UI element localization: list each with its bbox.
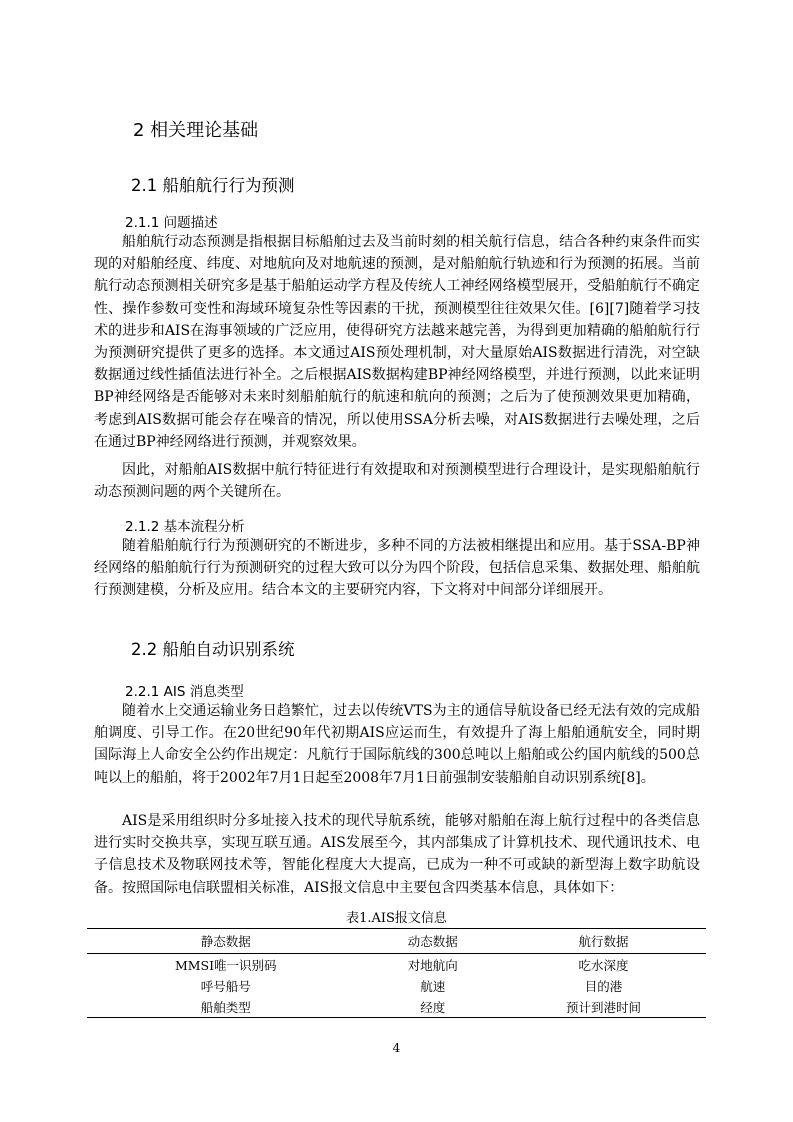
column-header-dynamic: 动态数据 [365,929,502,954]
table-cell: 对地航向 [407,957,458,973]
table-cell: 预计到港时间 [501,996,706,1018]
table-cell: 目的港 [584,978,623,994]
table-row [87,954,706,976]
chapter-heading: 2 相关理论基础 [133,120,259,141]
table-cell: 航速 [420,978,446,994]
paragraph-problem-description: 船舶航行动态预测是指根据目标船舶过去及当前时刻的相关航行信息，结合各种约束条件而实现的对船舶经度、纬度、对地航向及对地航速的预测，是对船舶航行轨迹和行为预测的拓展。当前航行动态预测相关研究多是基于船舶运动学方程及传统人工神经网络模型展开，受船舶航行不确定性、操作参数可变性和海域环境复杂性等因素的干扰，预测模型往往效果欠佳。[6][7]随着学习技术的进步和AIS在海事领域的广泛应用，使得研究方法越来越完善，为得到更加精确的船舶航行行为预测研究提供了更多的选择。本文通过AIS预处理机制，对大量原始AIS数据进行清洗，对空缺数据通过线性插值法进行补全。之后根据AIS数据构建BP神经网络模型，并进行预测，以此来证明BP神经网络是否能够对未来时刻船舶航行的航速和航向的预测；之后为了使预测效果更加精确，考虑到AIS数据可能会存在噪音的情况，所以使用SSA分析去噪，对AIS数据进行去噪处理，之后在通过BP神经网络进行预测，并观察效果。 [94,234,700,450]
page-number: 4 [392,1041,401,1055]
table-cell: MMSI唯一识别码 [174,957,277,973]
table-cell: 经度 [365,996,502,1018]
table-caption: 表1.AIS报文信息 [346,911,447,926]
section-heading-2-2: 2.2 船舶自动识别系统 [131,640,295,659]
table-cell: 呼号船号 [200,978,251,994]
section-heading-2-1: 2.1 船舶航行行为预测 [131,176,295,195]
paragraph-ais-system: AIS是采用组织时分多址接入技术的现代导航系统，能够对船舶在海上航行过程中的各类信息进行实时交换共享，实现互联互通。AIS发展至今，其内部集成了计算机技术、现代通讯技术、电子信息技术及物联网技术等，智能化程度大大提高，已成为一种不可或缺的新型海上数字助航设备。按照国际电信联盟相关标准，AIS报文信息中主要包含四类基本信息，具体如下： [94,813,700,896]
subsection-heading-2-1-2: 2.1.2 基本流程分析 [125,519,245,535]
table-header-row [87,929,706,954]
table-cell: 船舶类型 [87,996,365,1018]
ais-message-table [87,928,706,1018]
subsection-heading-2-2-1: 2.2.1 AIS 消息类型 [125,684,244,700]
subsection-heading-2-1-1: 2.1.1 问题描述 [125,215,218,231]
paragraph-basic-flow: 随着船舶航行行为预测研究的不断进步，多种不同的方法被相继提出和应用。基于SSA-BP神经网络的船舶航行行为预测研究的过程大致可以分为四个阶段，包括信息采集、数据处理、船舶航行预测建模，分析及应用。结合本文的主要研究内容，下文将对中间部分详细展开。 [94,538,700,599]
table-row [87,996,706,1018]
paragraph-ais-history: 随着水上交通运输业务日趋繁忙，过去以传统VTS为主的通信导航设备已经无法有效的完成船舶调度、引导工作。在20世纪90年代初期AIS应运而生，有效提升了海上船舶通航安全，同时期国际海上人命安全公约作出规定：凡航行于国际航线的300总吨以上船舶或公约国内航线的500总吨以上的船舶，将于2002年7月1日起至2008年7月1日前强制安装船舶自动识别系统[8]。 [94,703,700,786]
table-row [87,975,706,996]
paragraph-key-points: 因此，对船舶AIS数据中航行特征进行有效提取和对预测模型进行合理设计，是实现船舶航行动态预测问题的两个关键所在。 [94,462,700,501]
table-cell: 吃水深度 [578,957,629,973]
column-header-voyage: 航行数据 [501,929,706,954]
column-header-static: 静态数据 [87,929,365,954]
